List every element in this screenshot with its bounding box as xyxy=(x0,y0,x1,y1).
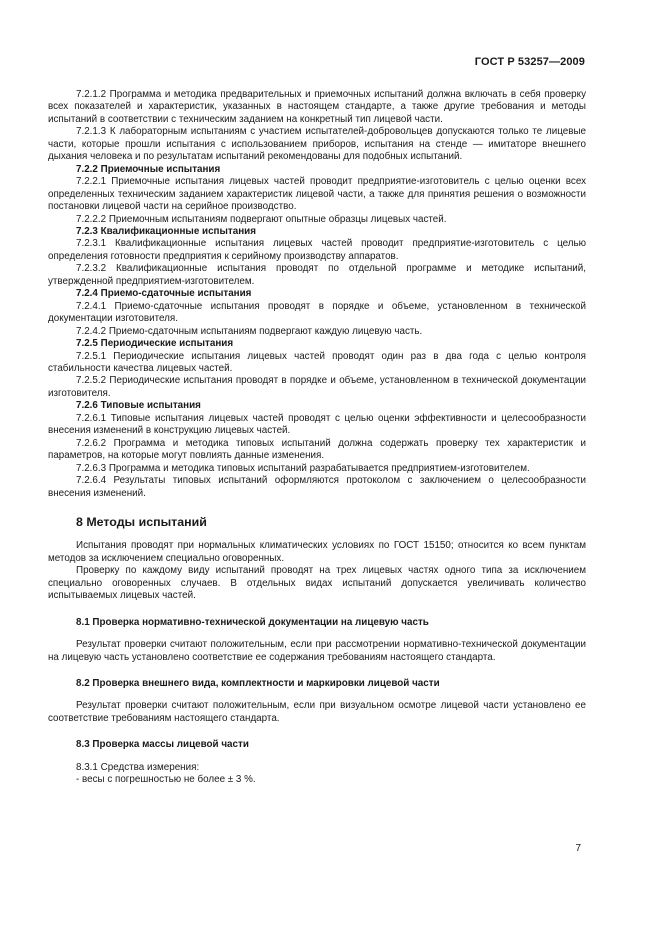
paragraph-7-2-3-2: 7.2.3.2 Квалификационные испытания проводят по отдельной программе и методике испытаний, утвержденной предприятием-изготовителем. xyxy=(48,263,586,287)
subheading-7-2-5: 7.2.5 Периодические испытания xyxy=(76,338,234,350)
paragraph-8-3-1: 8.3.1 Средства измерения: xyxy=(76,761,200,773)
section-8-title: 8 Методы испытаний xyxy=(76,514,207,529)
subheading-7-2-6: 7.2.6 Типовые испытания xyxy=(76,400,201,412)
subheading-7-2-4: 7.2.4 Приемо-сдаточные испытания xyxy=(76,288,252,300)
paragraph-7-2-2-2: 7.2.2.2 Приемочным испытаниям подвергают опытные образцы лицевых частей. xyxy=(76,213,447,225)
paragraph-7-2-4-1: 7.2.4.1 Приемо-сдаточные испытания проводят в порядке и объеме, установленном в технической документации изготовителя. xyxy=(48,300,586,325)
subsection-8-3-title: 8.3 Проверка массы лицевой части xyxy=(76,739,249,751)
paragraph-7-2-4-2: 7.2.4.2 Приемо-сдаточным испытаниям подвергают каждую лицевую часть. xyxy=(76,325,423,337)
paragraph-7-2-6-1: 7.2.6.1 Типовые испытания лицевых частей проводят с целью оценки эффективности и целесообразности внесения изменений в конструкцию лицевых частей. xyxy=(48,412,586,437)
paragraph-7-2-3-1: 7.2.3.1 Квалификационные испытания лицевых частей проводит предприятие-изготовитель с целью определения готовности предприятия к серийному производству аппаратов. xyxy=(48,238,586,262)
paragraph-7-2-6-3: 7.2.6.3 Программа и методика типовых испытаний разрабатывается предприятием-изготовителем. xyxy=(76,462,530,474)
paragraph-8-2: Результат проверки считают положительным, если при визуальном осмотре лицевой части установлено ее соответствие требованиям настоящего стандарта. xyxy=(48,700,586,724)
subheading-7-2-2: 7.2.2 Приемочные испытания xyxy=(76,163,221,175)
paragraph-7-2-5-1: 7.2.5.1 Периодические испытания лицевых частей проводят один раз в два года с целью контроля стабильности качества лицевых частей. xyxy=(48,350,586,374)
paragraph-8-intro-2: Проверку по каждому виду испытаний проводят на трех лицевых частях одного типа за исключением специально оговоренных случаев. В отдельных видах испытаний допускается увеличивать количество испытываемых лицевых частей. xyxy=(48,565,586,602)
page-number: 7 xyxy=(575,843,581,854)
paragraph-8-1: Результат проверки считают положительным, если при рассмотрении нормативно-технической документации на лицевую часть установлено соответствие ее содержания требованиям настоящего стандарта. xyxy=(48,639,586,663)
paragraph-7-2-1-2: 7.2.1.2 Программа и методика предварительных и приемочных испытаний должна включать в себя проверку всех показателей и характеристик, указанных в настоящем стандарте, а также другие требования и методы испытаний в соответствии с техническим заданием на конкретный тип лицевой части. xyxy=(48,89,586,125)
paragraph-7-2-6-4: 7.2.6.4 Результаты типовых испытаний оформляются протоколом с заключением о целесообразности внесения изменений. xyxy=(48,475,586,499)
paragraph-7-2-1-3: 7.2.1.3 К лабораторным испытаниям с участием испытателей-добровольцев допускаются только те лицевые части, которые прошли испытания с использованием приборов, испытания на стенде — имитаторе внешнего дыхания человека и по результатам испытаний рекомендованы для подобных испытаний. xyxy=(48,126,586,163)
document-body xyxy=(48,89,586,787)
paragraph-7-2-5-2: 7.2.5.2 Периодические испытания проводят в порядке и объеме, установленном в технической документации изготовителя. xyxy=(48,375,586,399)
paragraph-7-2-6-2: 7.2.6.2 Программа и методика типовых испытаний должна содержать проверку тех характеристик и параметров, на которые могут повлиять данные изменения. xyxy=(48,437,586,462)
subsection-8-2-title: 8.2 Проверка внешнего вида, комплектности и маркировки лицевой части xyxy=(76,678,440,690)
paragraph-8-intro-1: Испытания проводят при нормальных климатических условиях по ГОСТ 15150; относится ко всем пунктам методов за исключением специально оговоренных. xyxy=(48,540,586,564)
subsection-8-1-title: 8.1 Проверка нормативно-технической документации на лицевую часть xyxy=(76,616,429,628)
subheading-7-2-3: 7.2.3 Квалификационные испытания xyxy=(76,225,256,237)
document-header: ГОСТ Р 53257—2009 xyxy=(474,56,585,68)
list-item-scales: - весы с погрешностью не более ± 3 %. xyxy=(76,774,256,786)
paragraph-7-2-2-1: 7.2.2.1 Приемочные испытания лицевых частей проводит предприятие-изготовитель с целью оценки всех определенных техническим заданием характеристик лицевой части, а также для принятия решения о возможности постановки лицевой части на серийное производство. xyxy=(48,176,586,213)
